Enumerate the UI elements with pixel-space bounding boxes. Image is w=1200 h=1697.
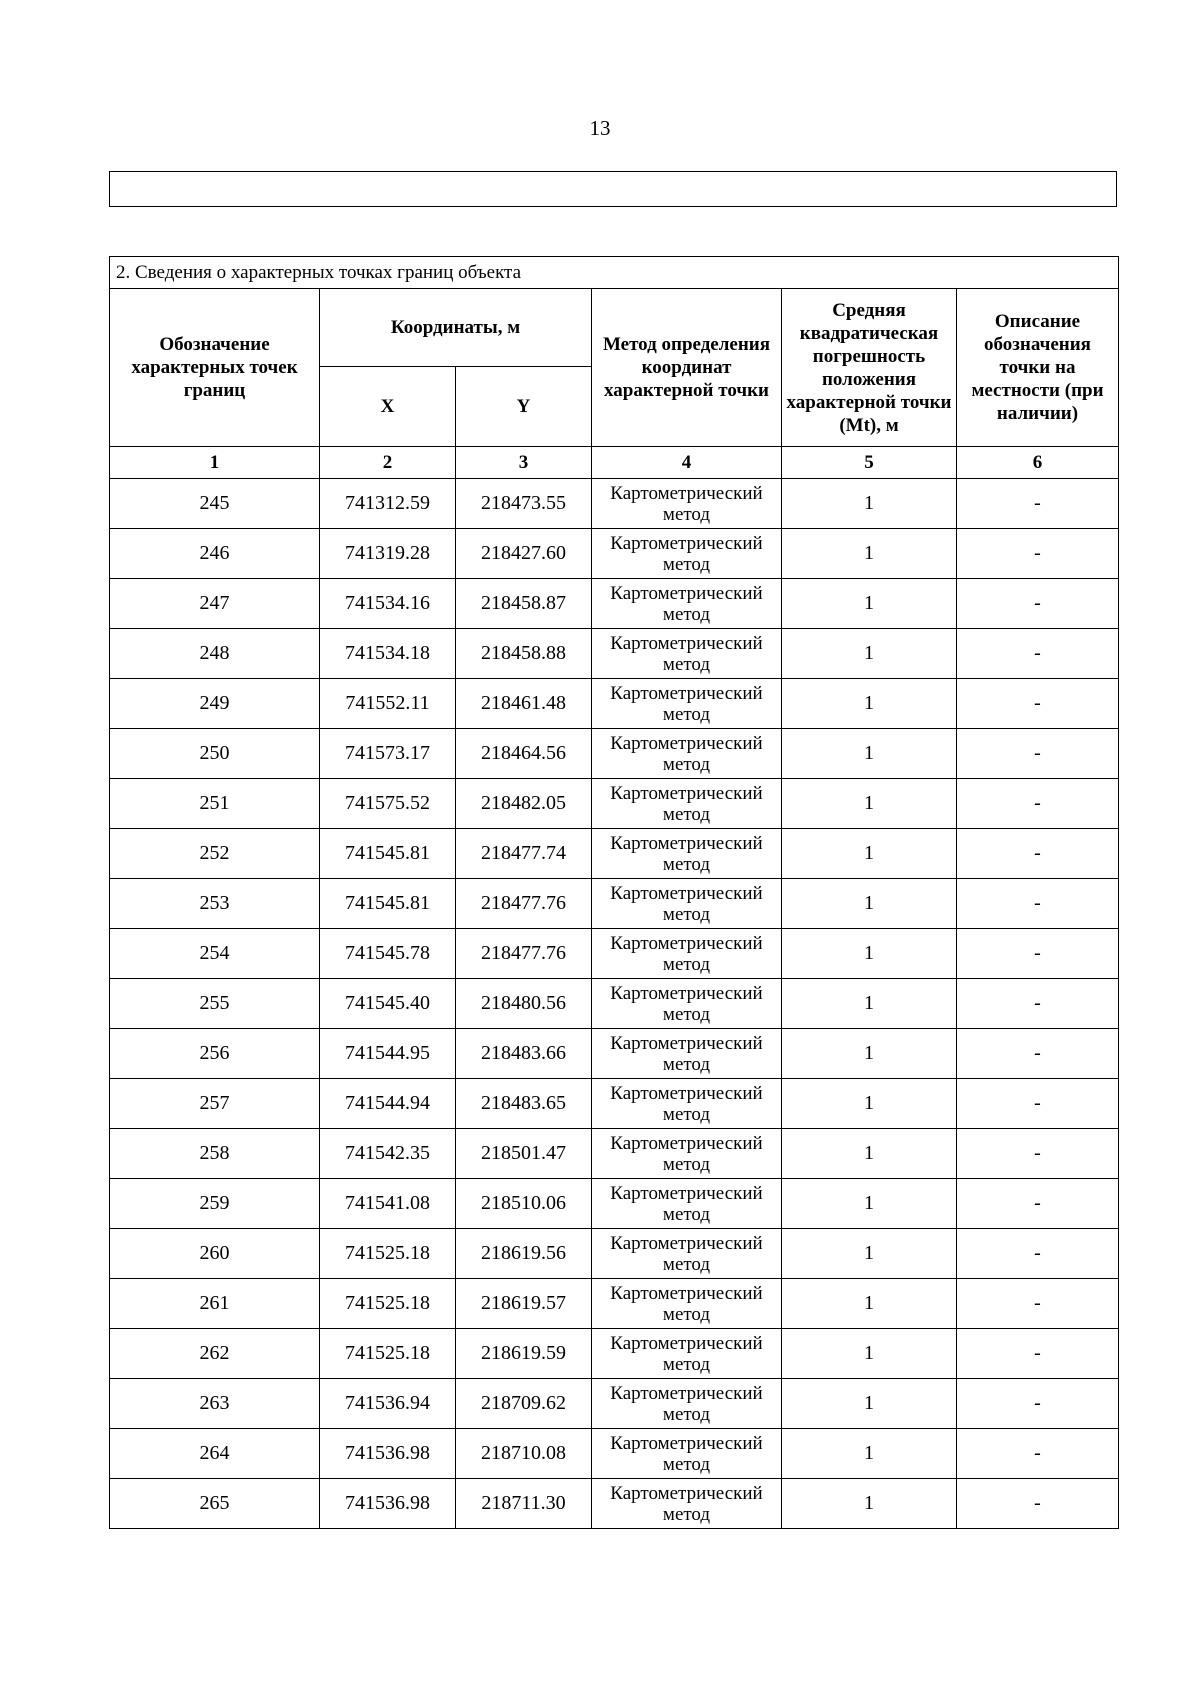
table-row xyxy=(110,929,1119,979)
x-coordinate-cell: 741544.95 xyxy=(320,1029,456,1079)
point-cell: 255 xyxy=(110,979,320,1029)
method-cell: Картометрический метод xyxy=(592,1479,782,1529)
mean-error-cell: 1 xyxy=(782,1379,957,1429)
x-coordinate-cell: 741544.94 xyxy=(320,1079,456,1129)
point-cell: 257 xyxy=(110,1079,320,1129)
table-row xyxy=(110,1179,1119,1229)
description-cell: - xyxy=(957,529,1119,579)
mean-error-cell: 1 xyxy=(782,1279,957,1329)
mean-error-cell: 1 xyxy=(782,729,957,779)
x-coordinate-cell: 741534.18 xyxy=(320,629,456,679)
y-coordinate-cell: 218711.30 xyxy=(456,1479,592,1529)
column-number: 1 xyxy=(110,447,320,479)
mean-error-cell: 1 xyxy=(782,1029,957,1079)
method-cell: Картометрический метод xyxy=(592,1229,782,1279)
point-cell: 265 xyxy=(110,1479,320,1529)
x-coordinate-cell: 741552.11 xyxy=(320,679,456,729)
method-cell: Картометрический метод xyxy=(592,1129,782,1179)
description-cell: - xyxy=(957,1429,1119,1479)
column-number: 6 xyxy=(957,447,1119,479)
y-coordinate-cell: 218483.66 xyxy=(456,1029,592,1079)
header-mean-error: Средняя квадратическая погрешность положения характерной точки (Mt), м xyxy=(782,289,957,447)
table-row xyxy=(110,479,1119,529)
x-coordinate-cell: 741573.17 xyxy=(320,729,456,779)
method-cell: Картометрический метод xyxy=(592,1429,782,1479)
point-cell: 256 xyxy=(110,1029,320,1079)
description-cell: - xyxy=(957,1179,1119,1229)
y-coordinate-cell: 218458.87 xyxy=(456,579,592,629)
point-cell: 253 xyxy=(110,879,320,929)
y-coordinate-cell: 218619.57 xyxy=(456,1279,592,1329)
description-cell: - xyxy=(957,729,1119,779)
header-y: Y xyxy=(456,367,592,447)
table-row xyxy=(110,1079,1119,1129)
mean-error-cell: 1 xyxy=(782,829,957,879)
method-cell: Картометрический метод xyxy=(592,479,782,529)
description-cell: - xyxy=(957,1229,1119,1279)
point-cell: 258 xyxy=(110,1129,320,1179)
mean-error-cell: 1 xyxy=(782,1079,957,1129)
description-cell: - xyxy=(957,979,1119,1029)
boundary-points-table xyxy=(109,256,1119,1529)
description-cell: - xyxy=(957,1029,1119,1079)
mean-error-cell: 1 xyxy=(782,929,957,979)
header-point-designation: Обозначение характерных точек границ xyxy=(110,289,320,447)
table-row xyxy=(110,779,1119,829)
method-cell: Картометрический метод xyxy=(592,879,782,929)
column-number-row xyxy=(110,447,1119,479)
y-coordinate-cell: 218477.76 xyxy=(456,929,592,979)
point-cell: 260 xyxy=(110,1229,320,1279)
description-cell: - xyxy=(957,1479,1119,1529)
description-cell: - xyxy=(957,879,1119,929)
method-cell: Картометрический метод xyxy=(592,729,782,779)
table-body xyxy=(110,479,1119,1529)
point-cell: 251 xyxy=(110,779,320,829)
mean-error-cell: 1 xyxy=(782,529,957,579)
mean-error-cell: 1 xyxy=(782,629,957,679)
table-row xyxy=(110,1329,1119,1379)
description-cell: - xyxy=(957,1279,1119,1329)
point-cell: 262 xyxy=(110,1329,320,1379)
y-coordinate-cell: 218483.65 xyxy=(456,1079,592,1129)
mean-error-cell: 1 xyxy=(782,979,957,1029)
empty-header-box xyxy=(109,171,1117,207)
description-cell: - xyxy=(957,679,1119,729)
x-coordinate-cell: 741545.81 xyxy=(320,829,456,879)
point-cell: 245 xyxy=(110,479,320,529)
table-row xyxy=(110,729,1119,779)
mean-error-cell: 1 xyxy=(782,579,957,629)
page-number: 13 xyxy=(589,116,611,140)
x-coordinate-cell: 741545.78 xyxy=(320,929,456,979)
mean-error-cell: 1 xyxy=(782,1479,957,1529)
y-coordinate-cell: 218510.06 xyxy=(456,1179,592,1229)
y-coordinate-cell: 218710.08 xyxy=(456,1429,592,1479)
description-cell: - xyxy=(957,1329,1119,1379)
x-coordinate-cell: 741541.08 xyxy=(320,1179,456,1229)
point-cell: 246 xyxy=(110,529,320,579)
column-number: 3 xyxy=(456,447,592,479)
table-row xyxy=(110,1129,1119,1179)
mean-error-cell: 1 xyxy=(782,1429,957,1479)
method-cell: Картометрический метод xyxy=(592,1279,782,1329)
method-cell: Картометрический метод xyxy=(592,1329,782,1379)
x-coordinate-cell: 741525.18 xyxy=(320,1229,456,1279)
description-cell: - xyxy=(957,479,1119,529)
description-cell: - xyxy=(957,1379,1119,1429)
method-cell: Картометрический метод xyxy=(592,1179,782,1229)
x-coordinate-cell: 741545.40 xyxy=(320,979,456,1029)
method-cell: Картометрический метод xyxy=(592,529,782,579)
y-coordinate-cell: 218477.76 xyxy=(456,879,592,929)
mean-error-cell: 1 xyxy=(782,1129,957,1179)
x-coordinate-cell: 741575.52 xyxy=(320,779,456,829)
x-coordinate-cell: 741536.98 xyxy=(320,1429,456,1479)
method-cell: Картометрический метод xyxy=(592,979,782,1029)
mean-error-cell: 1 xyxy=(782,679,957,729)
x-coordinate-cell: 741536.94 xyxy=(320,1379,456,1429)
y-coordinate-cell: 218619.59 xyxy=(456,1329,592,1379)
mean-error-cell: 1 xyxy=(782,479,957,529)
section-title: 2. Сведения о характерных точках границ объекта xyxy=(110,257,1119,289)
column-number: 2 xyxy=(320,447,456,479)
y-coordinate-cell: 218477.74 xyxy=(456,829,592,879)
header-description: Описание обозначения точки на местности (при наличии) xyxy=(957,289,1119,447)
point-cell: 247 xyxy=(110,579,320,629)
point-cell: 254 xyxy=(110,929,320,979)
table-row xyxy=(110,829,1119,879)
point-cell: 249 xyxy=(110,679,320,729)
method-cell: Картометрический метод xyxy=(592,579,782,629)
x-coordinate-cell: 741542.35 xyxy=(320,1129,456,1179)
point-cell: 252 xyxy=(110,829,320,879)
header-coordinates: Координаты, м xyxy=(320,289,592,367)
description-cell: - xyxy=(957,1129,1119,1179)
table-row xyxy=(110,1029,1119,1079)
table-row xyxy=(110,579,1119,629)
x-coordinate-cell: 741545.81 xyxy=(320,879,456,929)
description-cell: - xyxy=(957,629,1119,679)
y-coordinate-cell: 218709.62 xyxy=(456,1379,592,1429)
table-row xyxy=(110,679,1119,729)
method-cell: Картометрический метод xyxy=(592,1379,782,1429)
column-number: 5 xyxy=(782,447,957,479)
table-row xyxy=(110,1429,1119,1479)
x-coordinate-cell: 741319.28 xyxy=(320,529,456,579)
mean-error-cell: 1 xyxy=(782,1229,957,1279)
header-method: Метод определения координат характерной точки xyxy=(592,289,782,447)
description-cell: - xyxy=(957,829,1119,879)
y-coordinate-cell: 218482.05 xyxy=(456,779,592,829)
y-coordinate-cell: 218461.48 xyxy=(456,679,592,729)
y-coordinate-cell: 218427.60 xyxy=(456,529,592,579)
column-number: 4 xyxy=(592,447,782,479)
table-row xyxy=(110,879,1119,929)
method-cell: Картометрический метод xyxy=(592,1079,782,1129)
point-cell: 259 xyxy=(110,1179,320,1229)
description-cell: - xyxy=(957,779,1119,829)
method-cell: Картометрический метод xyxy=(592,1029,782,1079)
y-coordinate-cell: 218480.56 xyxy=(456,979,592,1029)
y-coordinate-cell: 218458.88 xyxy=(456,629,592,679)
header-x: X xyxy=(320,367,456,447)
method-cell: Картометрический метод xyxy=(592,679,782,729)
y-coordinate-cell: 218473.55 xyxy=(456,479,592,529)
point-cell: 248 xyxy=(110,629,320,679)
x-coordinate-cell: 741525.18 xyxy=(320,1329,456,1379)
table-row xyxy=(110,1479,1119,1529)
method-cell: Картометрический метод xyxy=(592,629,782,679)
y-coordinate-cell: 218619.56 xyxy=(456,1229,592,1279)
description-cell: - xyxy=(957,1079,1119,1129)
table-row xyxy=(110,629,1119,679)
method-cell: Картометрический метод xyxy=(592,929,782,979)
point-cell: 261 xyxy=(110,1279,320,1329)
x-coordinate-cell: 741536.98 xyxy=(320,1479,456,1529)
method-cell: Картометрический метод xyxy=(592,829,782,879)
x-coordinate-cell: 741312.59 xyxy=(320,479,456,529)
table-row xyxy=(110,1279,1119,1329)
point-cell: 263 xyxy=(110,1379,320,1429)
point-cell: 264 xyxy=(110,1429,320,1479)
description-cell: - xyxy=(957,579,1119,629)
mean-error-cell: 1 xyxy=(782,1329,957,1379)
table-row xyxy=(110,529,1119,579)
description-cell: - xyxy=(957,929,1119,979)
table-row xyxy=(110,1379,1119,1429)
x-coordinate-cell: 741534.16 xyxy=(320,579,456,629)
x-coordinate-cell: 741525.18 xyxy=(320,1279,456,1329)
mean-error-cell: 1 xyxy=(782,1179,957,1229)
table-row xyxy=(110,1229,1119,1279)
method-cell: Картометрический метод xyxy=(592,779,782,829)
mean-error-cell: 1 xyxy=(782,779,957,829)
point-cell: 250 xyxy=(110,729,320,779)
y-coordinate-cell: 218464.56 xyxy=(456,729,592,779)
table-row xyxy=(110,979,1119,1029)
mean-error-cell: 1 xyxy=(782,879,957,929)
y-coordinate-cell: 218501.47 xyxy=(456,1129,592,1179)
